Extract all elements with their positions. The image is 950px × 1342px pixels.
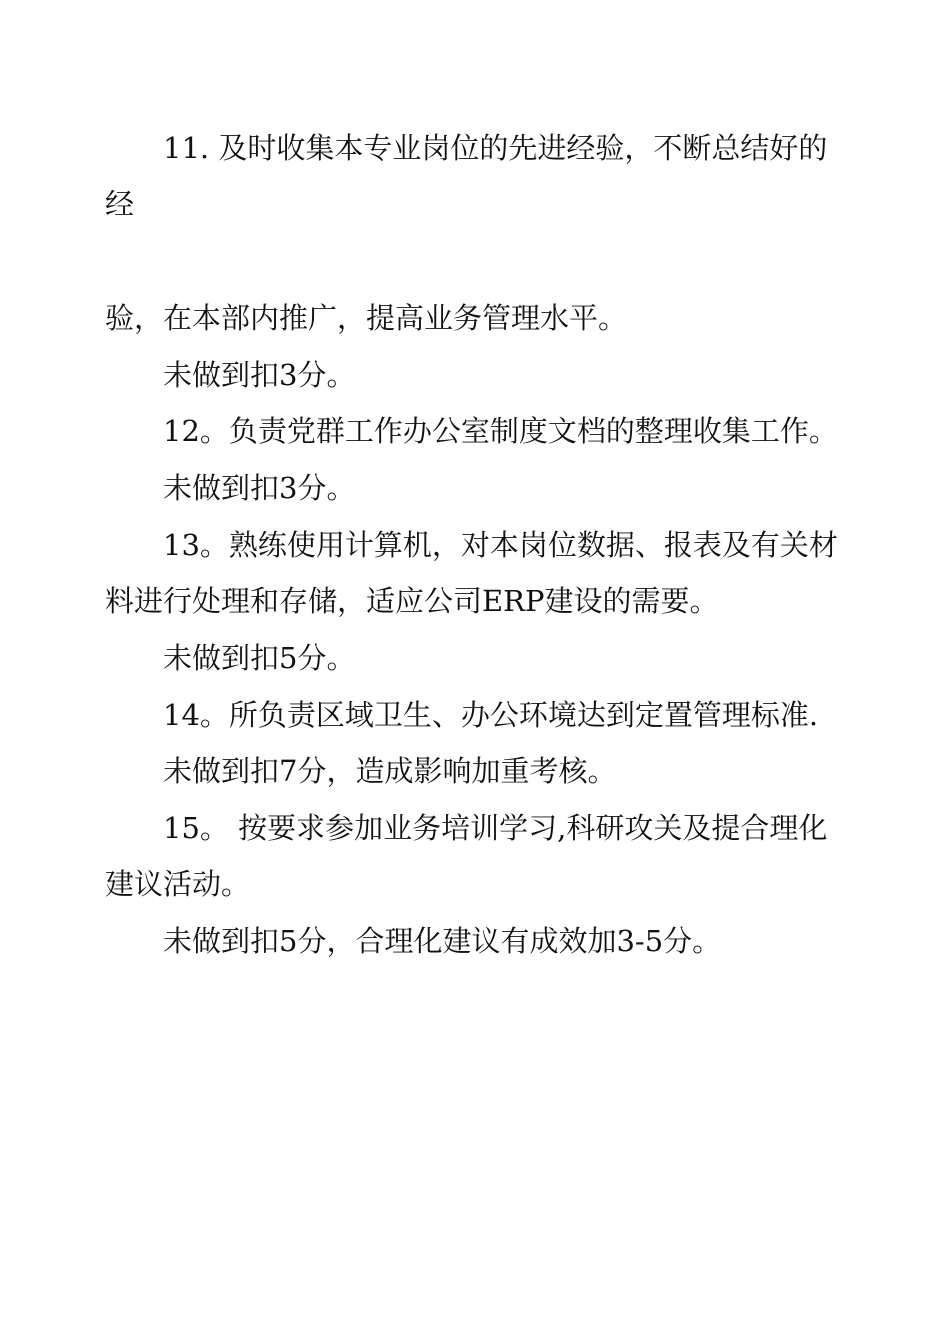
item-12-line-1: 12。负责党群工作办公室制度文档的整理收集工作。 xyxy=(163,414,838,448)
item-12-penalty: 未做到扣3分。 xyxy=(163,471,356,505)
item-15-line-2: 建议活动。 xyxy=(105,867,251,901)
item-11-line-2: 经 xyxy=(105,187,135,221)
item-14-line-1: 14。所负责区域卫生、办公环境达到定置管理标准. xyxy=(163,698,819,732)
item-15-line-1: 15。 按要求参加业务培训学习,科研攻关及提合理化 xyxy=(163,811,828,845)
item-13-line-1: 13。熟练使用计算机，对本岗位数据、报表及有关材 xyxy=(163,528,838,562)
item-13-line-2: 料进行处理和存储，适应公司ERP建设的需要。 xyxy=(105,584,719,618)
item-14-penalty: 未做到扣7分，造成影响加重考核。 xyxy=(163,754,617,788)
item-11-penalty: 未做到扣3分。 xyxy=(163,358,356,392)
item-11-line-3: 验，在本部内推广，提高业务管理水平。 xyxy=(105,301,628,335)
item-13-penalty: 未做到扣5分。 xyxy=(163,641,356,675)
item-15-penalty: 未做到扣5分，合理化建议有成效加3-5分。 xyxy=(163,924,722,958)
item-11-line-1: 11. 及时收集本专业岗位的先进经验，不断总结好的 xyxy=(163,131,828,165)
